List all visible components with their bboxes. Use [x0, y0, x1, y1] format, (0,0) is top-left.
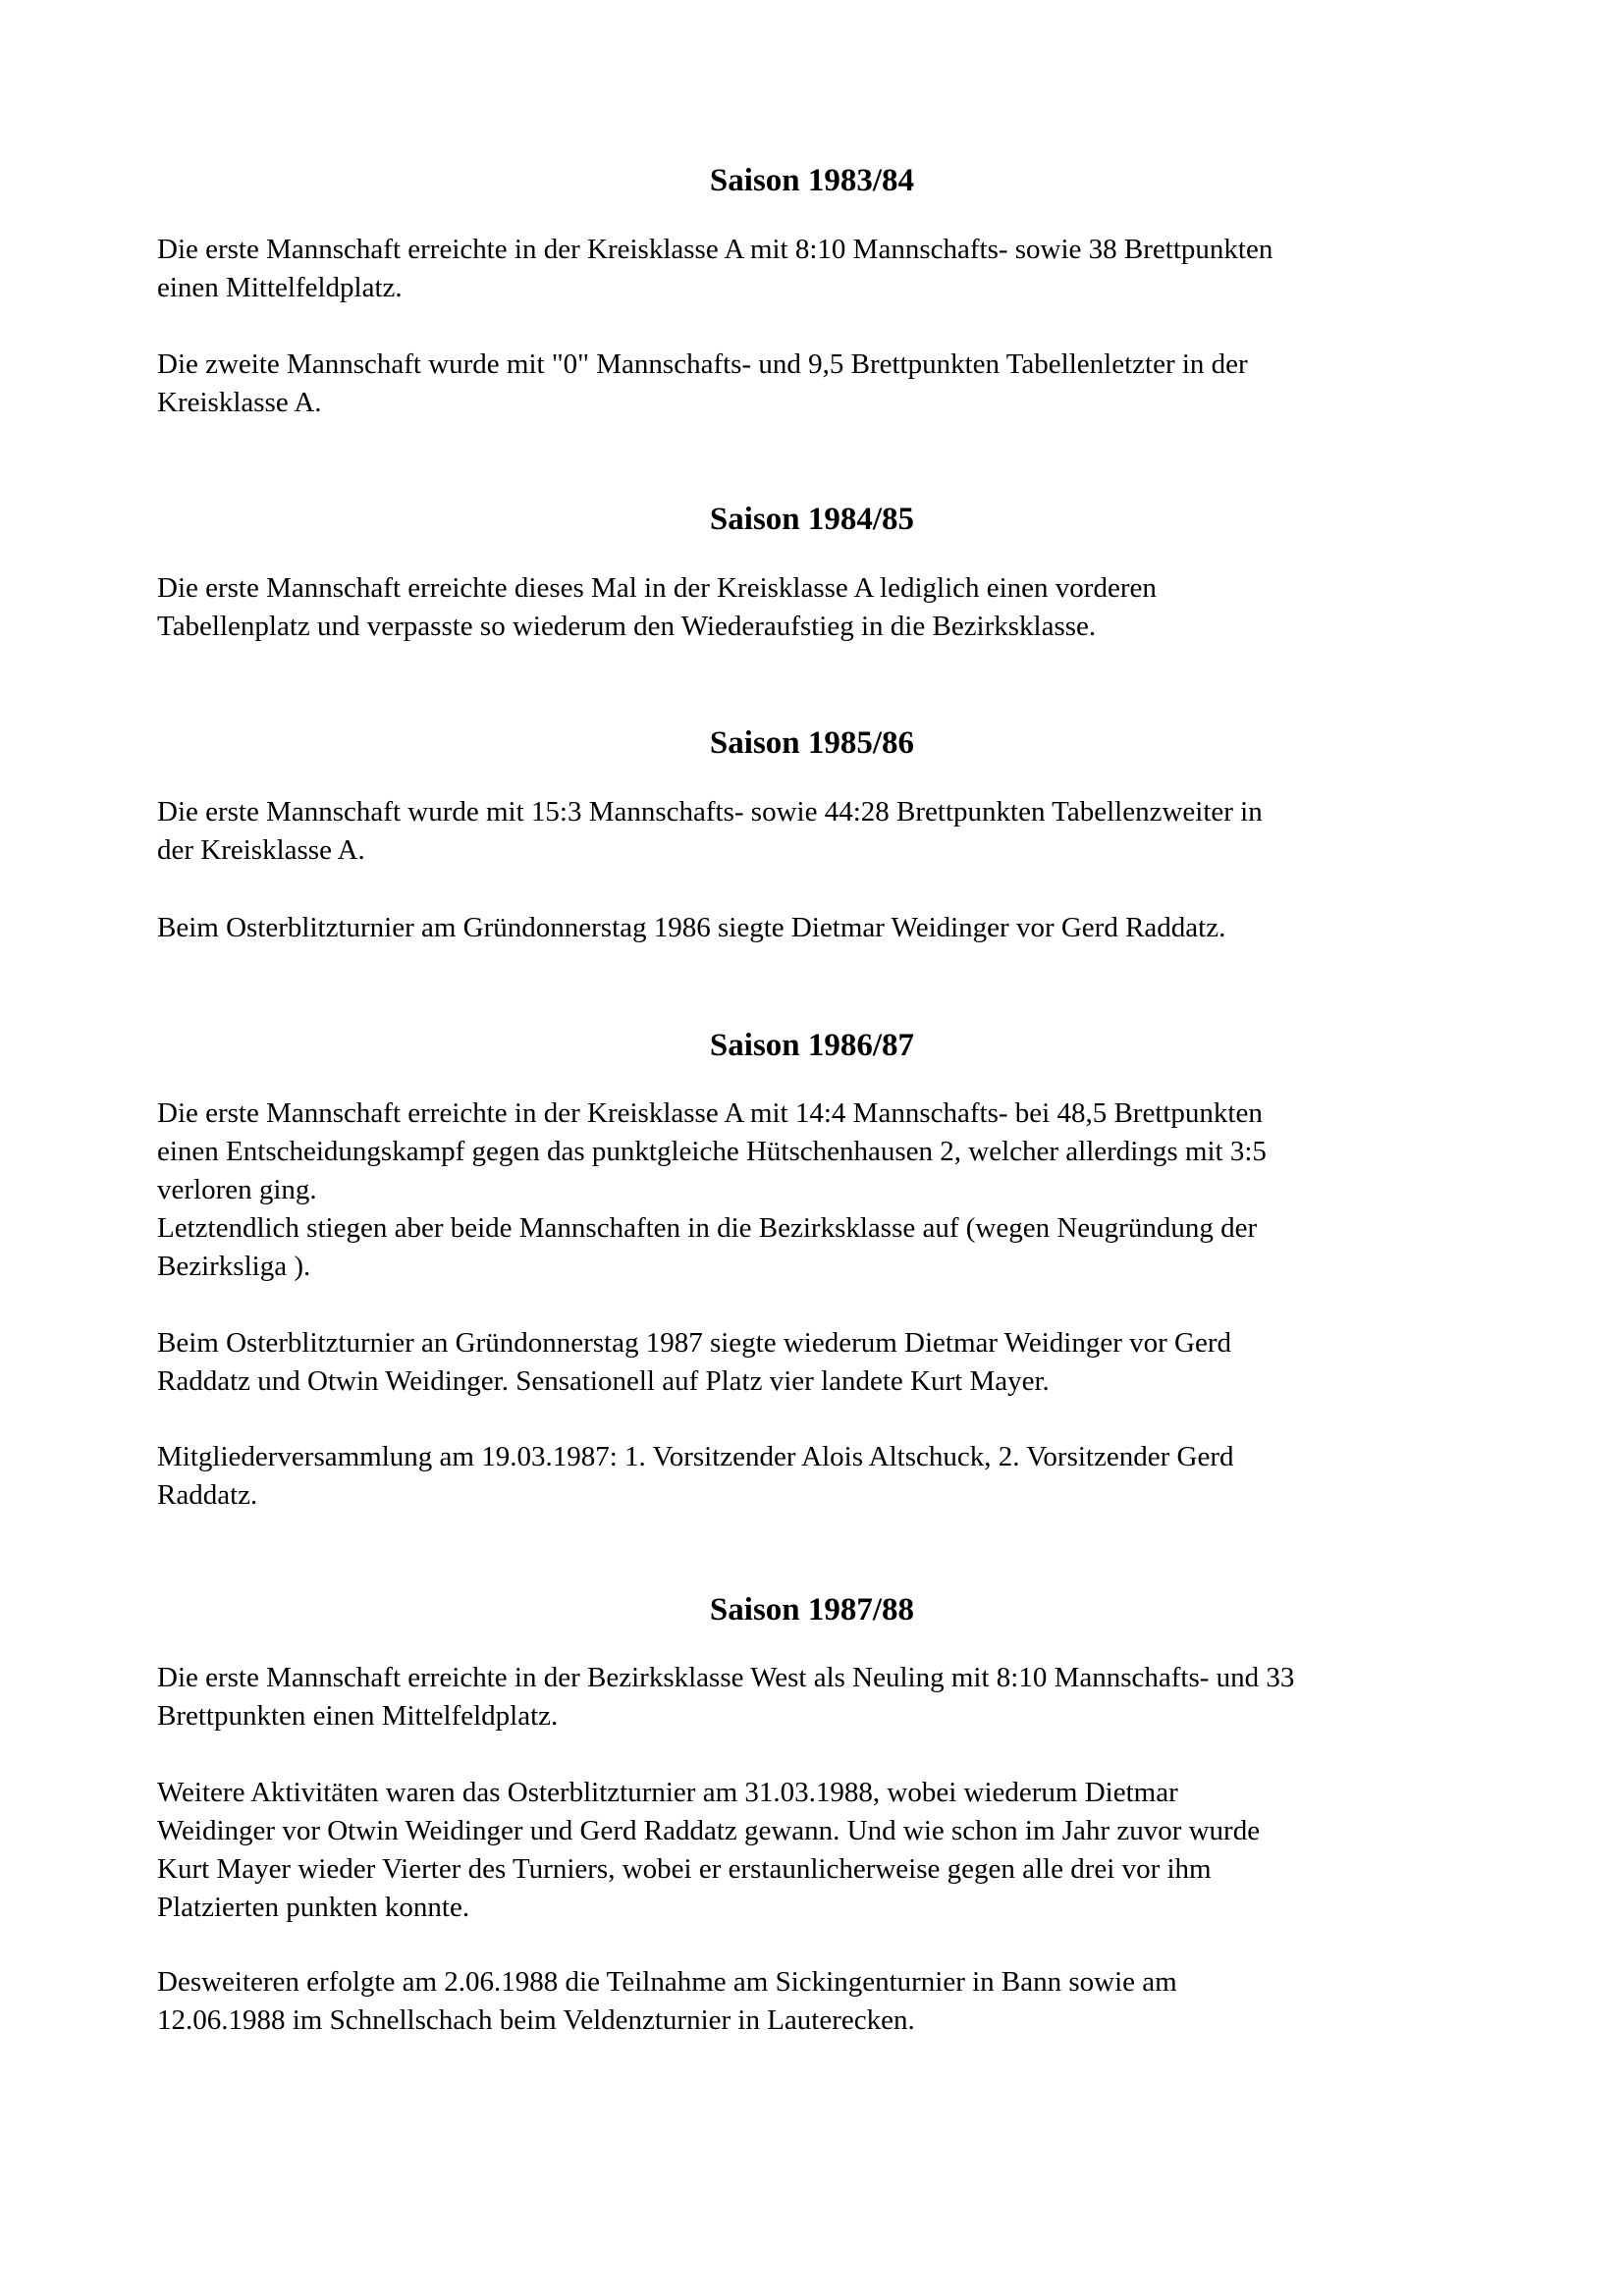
text-line: Brettpunkten einen Mittelfeldplatz.: [157, 1700, 559, 1732]
text-line: Beim Osterblitzturnier am Gründonnerstag 1986 siegte Dietmar Weidinger vor Gerd Raddatz.: [157, 912, 1226, 943]
section-heading: Saison 1985/86: [709, 725, 915, 761]
text-line: Raddatz und Otwin Weidinger. Sensationell auf Platz vier landete Kurt Mayer.: [157, 1365, 1050, 1397]
text-line: Platzierten punkten konnte.: [157, 1892, 470, 1923]
text-line: Tabellenplatz und verpasste so wiederum den Wiederaufstieg in die Bezirksklasse.: [157, 611, 1097, 642]
paragraph: [157, 1095, 1473, 1286]
text-line: Die erste Mannschaft erreichte in der Kreisklasse A mit 8:10 Mannschafts- sowie 38 Brettpunkten: [157, 234, 1273, 265]
text-line: Beim Osterblitzturnier an Gründonnerstag 1987 siegte wiederum Dietmar Weidinger vor Gerd: [157, 1327, 1231, 1359]
text-line: Kurt Mayer wieder Vierter des Turniers, wobei er erstaunlicherweise gegen alle drei vor ihm: [157, 1853, 1212, 1885]
text-line: Die erste Mannschaft erreichte dieses Mal in der Kreisklasse A lediglich einen vorderen: [157, 572, 1157, 604]
paragraph: [157, 793, 1473, 870]
text-line: verloren ging.: [157, 1174, 317, 1205]
text-line: Desweiteren erfolgte am 2.06.1988 die Teilnahme am Sickingenturnier in Bann sowie am: [157, 1966, 1177, 1998]
text-line: Letztendlich stiegen aber beide Mannschaften in die Bezirksklasse auf (wegen Neugründung der: [157, 1212, 1258, 1244]
text-line: der Kreisklasse A.: [157, 834, 365, 866]
paragraph: [157, 346, 1473, 422]
text-line: Bezirksliga ).: [157, 1251, 311, 1282]
text-line: Die erste Mannschaft erreichte in der Kreisklasse A mit 14:4 Mannschafts- bei 48,5 Brettpunkten: [157, 1097, 1263, 1129]
text-line: Die erste Mannschaft wurde mit 15:3 Mannschafts- sowie 44:28 Brettpunkten Tabellenzweiter in: [157, 796, 1263, 828]
text-line: einen Entscheidungskampf gegen das punktgleiche Hütschenhausen 2, welcher allerdings mit 3:5: [157, 1136, 1267, 1167]
paragraph: [157, 1324, 1473, 1401]
text-line: einen Mittelfeldplatz.: [157, 272, 403, 303]
paragraph: [157, 1438, 1473, 1515]
text-line: Die zweite Mannschaft wurde mit "0" Mannschafts- und 9,5 Brettpunkten Tabellenletzter in der: [157, 348, 1248, 380]
section-heading: Saison 1986/87: [709, 1028, 915, 1063]
text-line: Weitere Aktivitäten waren das Osterblitzturnier am 31.03.1988, wobei wiederum Dietmar: [157, 1777, 1178, 1808]
section-heading: Saison 1983/84: [709, 163, 915, 198]
section-heading: Saison 1987/88: [709, 1592, 915, 1628]
paragraph: [157, 569, 1473, 646]
paragraph: [157, 909, 1473, 947]
text-line: 12.06.1988 im Schnellschach beim Veldenzturnier in Lauterecken.: [157, 2004, 915, 2036]
section-heading: Saison 1984/85: [709, 502, 915, 537]
text-line: Die erste Mannschaft erreichte in der Bezirksklasse West als Neuling mit 8:10 Mannschafts- und 33: [157, 1662, 1295, 1693]
text-line: Weidinger vor Otwin Weidinger und Gerd Raddatz gewann. Und wie schon im Jahr zuvor wurde: [157, 1815, 1261, 1846]
text-line: Mitgliederversammlung am 19.03.1987: 1. Vorsitzender Alois Altschuck, 2. Vorsitzender Gerd: [157, 1441, 1234, 1472]
paragraph: [157, 1659, 1473, 1735]
paragraph: [157, 1963, 1473, 2040]
paragraph: [157, 231, 1473, 307]
text-line: Raddatz.: [157, 1479, 258, 1511]
paragraph: [157, 1774, 1473, 1927]
text-line: Kreisklasse A.: [157, 387, 322, 418]
